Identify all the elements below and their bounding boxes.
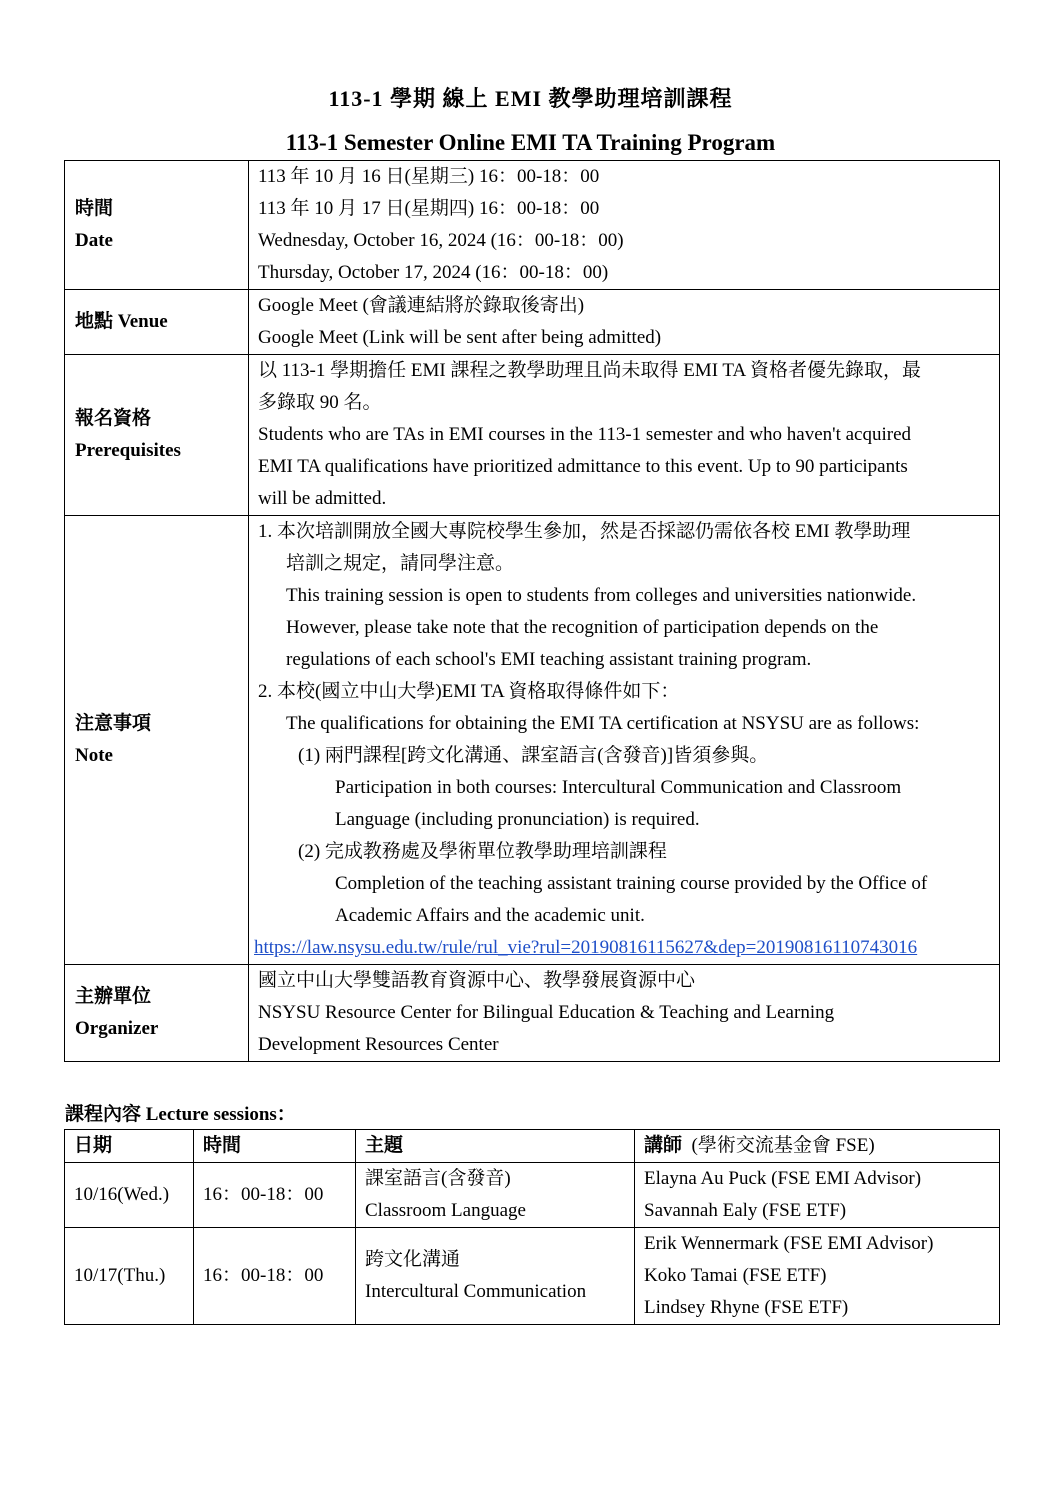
note-label-en: Note: [75, 745, 113, 766]
venue-line: Google Meet (Link will be sent after being admitted): [258, 327, 662, 348]
note-row: [65, 516, 1000, 965]
date-line: Thursday, October 17, 2024 (16：00-18：00): [258, 262, 609, 283]
note-item-2-zh: 2. 本校(國立中山大學)EMI TA 資格取得條件如下：: [258, 681, 680, 702]
document-title-zh: 113-1 學期 線上 EMI 教學助理培訓課程: [328, 86, 733, 111]
note-content: [249, 516, 1000, 965]
venue-row: [65, 290, 1000, 355]
speaker-name: Savannah Ealy (FSE ETF): [644, 1200, 847, 1221]
prerequisites-line: EMI TA qualifications have prioritized admittance to this event. Up to 90 participants: [258, 456, 908, 477]
sessions-table: [64, 1129, 1000, 1325]
speaker-name: Erik Wennermark (FSE EMI Advisor): [644, 1233, 934, 1254]
organizer-label: [65, 965, 249, 1062]
header-speaker: [635, 1130, 1000, 1163]
date-label: [65, 161, 249, 290]
session-speakers: [635, 1228, 1000, 1325]
session-topic-en: Intercultural Communication: [365, 1281, 587, 1302]
prerequisites-label: [65, 355, 249, 516]
note-item-1-en: However, please take note that the recognition of participation depends on the: [286, 617, 879, 638]
note-item-1-zh: 1. 本次培訓開放全國大專院校學生參加，然是否採認仍需依各校 EMI 教學助理: [258, 521, 911, 542]
prerequisites-label-zh: 報名資格: [75, 408, 152, 429]
header-time: 時間: [194, 1130, 356, 1163]
note-sub-1-zh: (1) 兩門課程[跨文化溝通、課室語言(含發音)]皆須參與。: [298, 745, 769, 766]
note-sub-1-en: Participation in both courses: Intercultural Communication and Classroom: [335, 777, 902, 798]
note-sub-2-zh: (2) 完成教務處及學術單位教學助理培訓課程: [298, 841, 667, 862]
session-topic-en: Classroom Language: [365, 1200, 526, 1221]
note-label: [65, 516, 249, 965]
program-info-table: [64, 160, 1000, 1062]
session-row: [65, 1163, 1000, 1228]
document-title-en: 113-1 Semester Online EMI TA Training Program: [285, 130, 776, 155]
date-row: [65, 161, 1000, 290]
session-speakers: [635, 1163, 1000, 1228]
date-line: 113 年 10 月 16 日(星期三) 16：00-18：00: [258, 166, 600, 187]
speaker-name: Lindsey Rhyne (FSE ETF): [644, 1297, 849, 1318]
organizer-label-zh: 主辦單位: [75, 986, 152, 1007]
date-label-zh: 時間: [75, 198, 114, 219]
prerequisites-content: [249, 355, 1000, 516]
venue-line: Google Meet (會議連結將於錄取後寄出): [258, 295, 585, 316]
note-item-1-zh-cont: 培訓之規定，請同學注意。: [286, 553, 515, 574]
note-label-zh: 注意事項: [75, 713, 152, 734]
organizer-line: NSYSU Resource Center for Bilingual Education & Teaching and Learning: [258, 1002, 835, 1023]
note-sub-1-en: Language (including pronunciation) is required.: [335, 809, 700, 830]
session-row: [65, 1228, 1000, 1325]
organizer-line: 國立中山大學雙語教育資源中心、教學發展資源中心: [258, 970, 696, 991]
venue-label: 地點 Venue: [65, 290, 249, 355]
note-sub-2-en: Completion of the teaching assistant training course provided by the Office of: [335, 873, 928, 894]
session-date: 10/16(Wed.): [65, 1163, 194, 1228]
session-time: 16：00-18：00: [194, 1163, 356, 1228]
prerequisites-line: 多錄取 90 名。: [258, 392, 382, 413]
session-topic-zh: 跨文化溝通: [365, 1249, 461, 1270]
session-time: 16：00-18：00: [194, 1228, 356, 1325]
prerequisites-line: 以 113-1 學期擔任 EMI 課程之教學助理且尚未取得 EMI TA 資格者優先錄取，最: [258, 360, 921, 381]
header-speaker-org: (學術交流基金會 FSE): [691, 1135, 875, 1156]
sessions-header-row: [65, 1130, 1000, 1163]
session-topic-zh: 課室語言(含發音): [365, 1168, 511, 1189]
date-content: [249, 161, 1000, 290]
note-sub-2-en: Academic Affairs and the academic unit.: [335, 905, 645, 926]
prerequisites-line: Students who are TAs in EMI courses in the 113-1 semester and who haven't acquired: [258, 424, 912, 445]
sessions-heading: 課程內容 Lecture sessions：: [65, 1104, 296, 1125]
speaker-name: Koko Tamai (FSE ETF): [644, 1265, 827, 1286]
organizer-content: [249, 965, 1000, 1062]
date-label-en: Date: [75, 230, 113, 251]
prerequisites-row: [65, 355, 1000, 516]
session-date: 10/17(Thu.): [65, 1228, 194, 1325]
prerequisites-label-en: Prerequisites: [75, 440, 181, 461]
venue-content: [249, 290, 1000, 355]
date-line: 113 年 10 月 17 日(星期四) 16：00-18：00: [258, 198, 600, 219]
note-item-1-en: regulations of each school's EMI teaching assistant training program.: [286, 649, 812, 670]
header-speaker-label: 講師: [644, 1135, 683, 1156]
organizer-label-en: Organizer: [75, 1018, 159, 1039]
header-topic: 主題: [356, 1130, 635, 1163]
date-line: Wednesday, October 16, 2024 (16：00-18：00): [258, 230, 624, 251]
note-item-1-en: This training session is open to students from colleges and universities nationwide.: [286, 585, 917, 606]
speaker-name: Elayna Au Puck (FSE EMI Advisor): [644, 1168, 922, 1189]
note-item-2-en: The qualifications for obtaining the EMI TA certification at NSYSU are as follows:: [286, 713, 920, 734]
organizer-row: [65, 965, 1000, 1062]
regulation-link[interactable]: https://law.nsysu.edu.tw/rule/rul_vie?rul=20190816115627&dep=20190816110743016: [254, 937, 918, 958]
session-topic: [356, 1228, 635, 1325]
header-date: 日期: [65, 1130, 194, 1163]
session-topic: [356, 1163, 635, 1228]
prerequisites-line: will be admitted.: [258, 488, 387, 509]
organizer-line: Development Resources Center: [258, 1034, 499, 1055]
